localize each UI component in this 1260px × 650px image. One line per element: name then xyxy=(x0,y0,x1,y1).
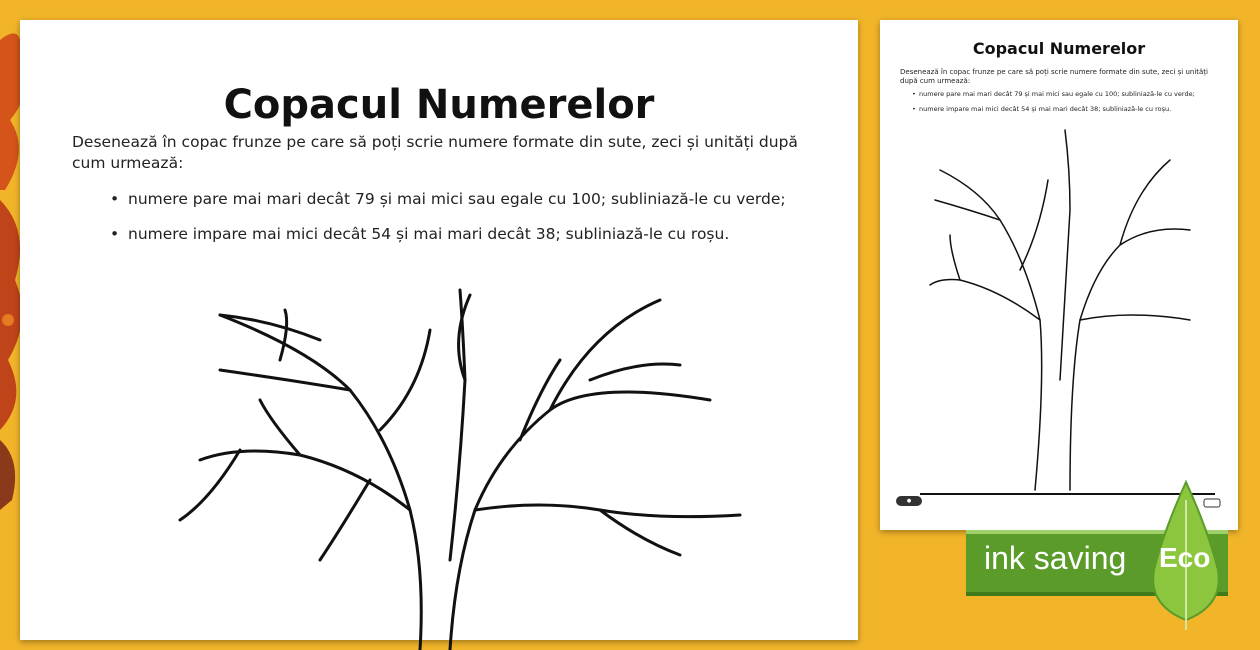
worksheet-instructions xyxy=(110,190,830,260)
worksheet-intro: Desenează în copac frunze pe care să poți scrie numere formate din sute, zeci și unități după cum urmează: xyxy=(72,133,798,172)
thumbnail-intro: Desenează în copac frunze pe care să poți scrie numere formate din sute, zeci și unități după cum urmează: xyxy=(900,68,1208,85)
tree-outline-illustration xyxy=(120,270,760,650)
instruction-item: • numere impare mai mici decât 54 și mai mari decât 38; subliniază-le cu roșu. xyxy=(110,225,830,243)
thumbnail-title: Copacul Numerelor xyxy=(972,39,1146,58)
thumbnail-tree-outline xyxy=(920,120,1200,500)
instruction-item: • numere pare mai mari decât 79 și mai mici sau egale cu 100; subliniază-le cu verde; xyxy=(110,190,830,208)
thumbnail-instructions xyxy=(912,90,1222,120)
publisher-logo: ● xyxy=(896,496,922,506)
worksheet-thumbnail-preview xyxy=(880,20,1238,530)
eco-label: Eco xyxy=(1159,542,1211,573)
ink-saving-label: ink saving xyxy=(984,540,1127,576)
thumbnail-instruction-item: • numere pare mai mari decât 79 și mai mici sau egale cu 100; subliniază-le cu verde; xyxy=(912,90,1222,98)
thumbnail-instruction-item: • numere impare mai mici decât 54 și mai mari decât 38; subliniază-le cu roșu. xyxy=(912,105,1222,113)
worksheet-title: Copacul Numerelor xyxy=(223,82,655,128)
ink-saving-badge xyxy=(966,530,1228,596)
worksheet-large-preview xyxy=(20,20,858,640)
